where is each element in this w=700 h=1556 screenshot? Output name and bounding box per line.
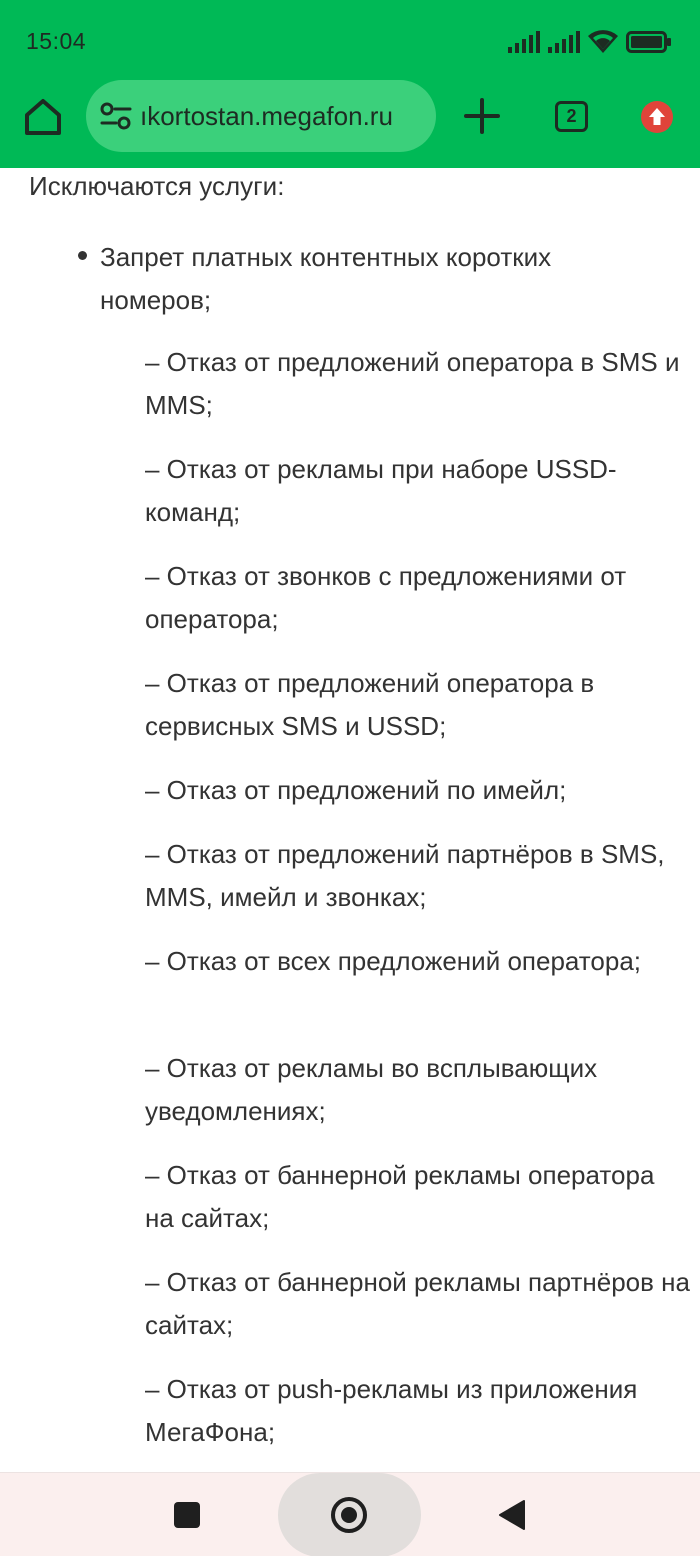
sub-list-item: – Отказ от предложений оператора в сервисных SMS и USSD; bbox=[145, 668, 595, 741]
signal-icon bbox=[508, 31, 540, 53]
address-bar[interactable] bbox=[86, 80, 436, 152]
signal-icon bbox=[548, 31, 580, 53]
url-text[interactable]: ıkortostan.megafon.ru bbox=[140, 101, 393, 131]
home-icon[interactable] bbox=[22, 96, 64, 138]
sub-list-item: – Отказ от рекламы при наборе USSD-команд; bbox=[145, 454, 617, 527]
recents-button[interactable] bbox=[174, 1502, 200, 1528]
bullet-marker bbox=[78, 251, 87, 260]
battery-icon bbox=[626, 31, 672, 53]
site-settings-icon[interactable] bbox=[100, 102, 132, 130]
system-nav-bar bbox=[0, 1472, 700, 1556]
page-content bbox=[0, 168, 700, 1472]
tab-switcher-button[interactable]: 2 bbox=[555, 101, 588, 132]
sub-list-item: – Отказ от предложений оператора в SMS и MMS; bbox=[145, 347, 680, 420]
sub-list-item: – Отказ от push-рекламы из приложения МегаФона; bbox=[145, 1374, 638, 1447]
sub-list-item: – Отказ от предложений по имейл; bbox=[145, 775, 567, 805]
status-time: 15:04 bbox=[26, 28, 87, 54]
update-icon[interactable] bbox=[641, 101, 673, 133]
sub-list-item: – Отказ от баннерной рекламы партнёров на сайтах; bbox=[145, 1267, 690, 1340]
status-icons bbox=[508, 28, 672, 56]
sub-list-item: – Отказ от баннерной рекламы оператора на сайтах; bbox=[145, 1160, 655, 1233]
section-intro: Исключаются услуги: bbox=[29, 171, 285, 201]
home-dot-icon bbox=[341, 1507, 357, 1523]
back-button[interactable] bbox=[498, 1499, 526, 1531]
new-tab-icon[interactable] bbox=[462, 96, 502, 136]
browser-top-bar bbox=[0, 0, 700, 168]
sub-list-item: – Отказ от звонков с предложениями от оператора; bbox=[145, 561, 627, 634]
sub-list-item: – Отказ от всех предложений оператора; bbox=[145, 946, 642, 976]
list-item: Запрет платных контентных коротких номеров; bbox=[100, 242, 552, 315]
sub-list-item: – Отказ от предложений партнёров в SMS, MMS, имейл и звонках; bbox=[145, 839, 665, 912]
wifi-icon bbox=[588, 30, 618, 54]
sub-list-item: – Отказ от рекламы во всплывающих уведомлениях; bbox=[145, 1053, 598, 1126]
